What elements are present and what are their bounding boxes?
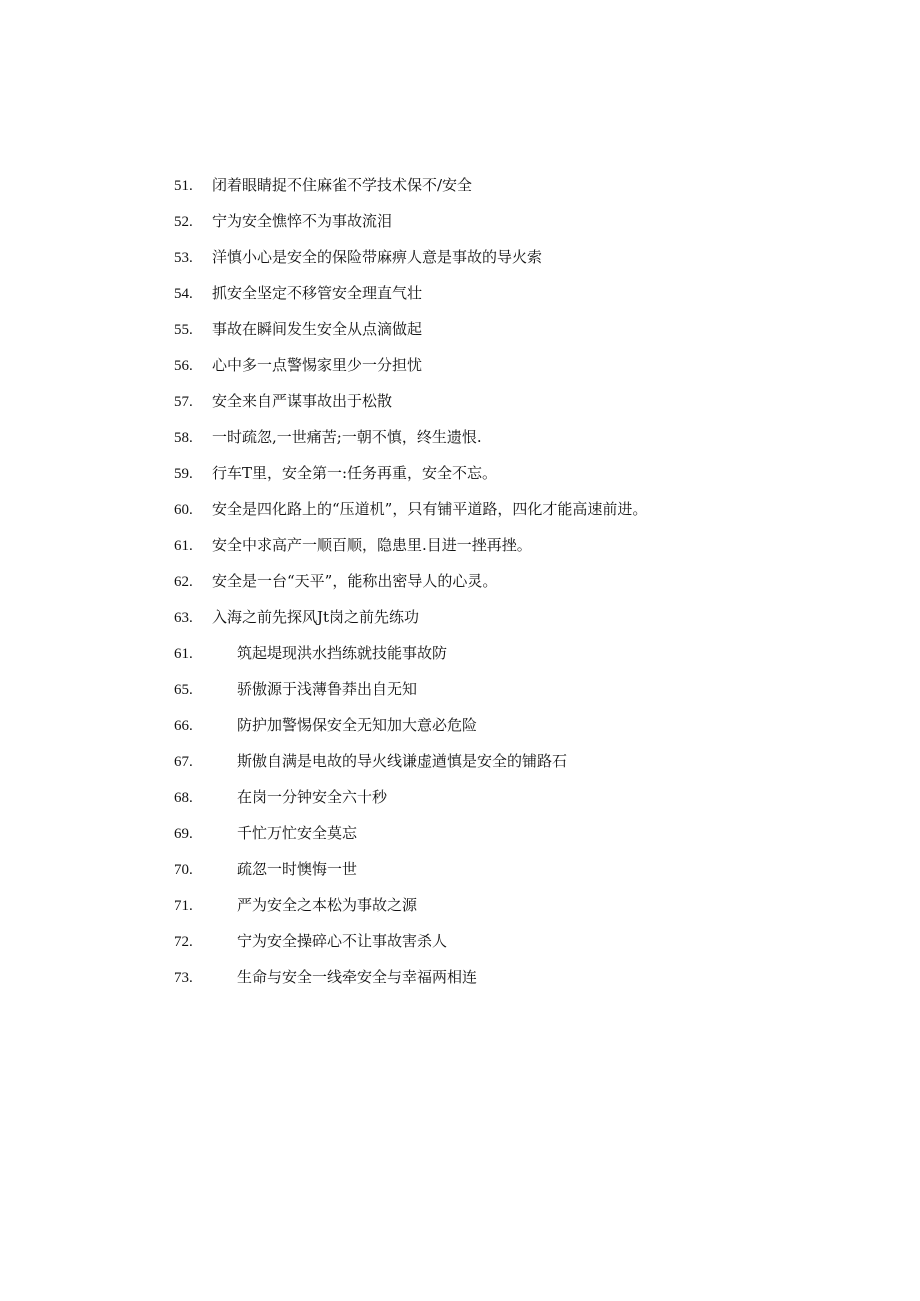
list-item [174, 746, 874, 782]
item-text: 骄傲源于浅薄鲁莽出自无知 [237, 680, 418, 698]
list-item [174, 386, 874, 422]
list-item [174, 818, 874, 854]
item-text: 安全来自严谋事故出于松散 [212, 392, 393, 410]
item-text: 安全中求高产一顺百顺，隐患里.目进一挫再挫。 [212, 536, 532, 554]
item-number: 56. [174, 358, 193, 374]
item-text: 事故在瞬间发生安全从点滴做起 [212, 320, 423, 338]
list-item [174, 782, 874, 818]
item-number: 55. [174, 322, 193, 338]
list-item [174, 350, 874, 386]
item-number: 70. [174, 862, 193, 878]
item-text: 闭着眼睛捉不住麻雀不学技术保不/安全 [212, 176, 473, 194]
list-item [174, 242, 874, 278]
item-number: 54. [174, 286, 193, 302]
item-text: 一时疏忽,一世痛苦;一朝不慎，终生遗恨. [212, 428, 482, 446]
item-number: 53. [174, 250, 193, 266]
item-text: 心中多一点警惕家里少一分担忧 [212, 356, 423, 374]
item-text: 筑起堤现洪水挡练就技能事故防 [237, 644, 448, 662]
list-item [174, 962, 874, 998]
item-text: 疏忽一时懊悔一世 [237, 860, 358, 878]
list-item [174, 458, 874, 494]
item-number: 71. [174, 898, 193, 914]
item-number: 65. [174, 682, 193, 698]
list-item [174, 494, 874, 530]
list-item [174, 314, 874, 350]
item-number: 68. [174, 790, 193, 806]
item-number: 72. [174, 934, 193, 950]
list-item [174, 638, 874, 674]
item-text: 行车T里，安全第一:任务再重，安全不忘。 [212, 464, 498, 482]
list-item [174, 566, 874, 602]
item-text: 严为安全之本松为事故之源 [237, 896, 418, 914]
item-text: 防护加警惕保安全无知加大意必危险 [237, 716, 478, 734]
item-number: 73. [174, 970, 193, 986]
item-number: 51. [174, 178, 193, 194]
item-text: 在岗一分钟安全六十秒 [237, 788, 388, 806]
item-number: 66. [174, 718, 193, 734]
list-item [174, 710, 874, 746]
item-number: 63. [174, 610, 193, 626]
item-number: 67. [174, 754, 193, 770]
item-text: 抓安全坚定不移管安全理直气壮 [212, 284, 423, 302]
list-item [174, 926, 874, 962]
list-item [174, 170, 874, 206]
list-item [174, 602, 874, 638]
slogan-list [174, 170, 874, 998]
item-number: 69. [174, 826, 193, 842]
item-text: 千忙万忙安全莫忘 [237, 824, 358, 842]
item-text: 洋慎小心是安全的保险带麻痹人意是事故的导火索 [212, 248, 543, 266]
list-item [174, 890, 874, 926]
list-item [174, 206, 874, 242]
item-text: 生命与安全一线牵安全与幸福两相连 [237, 968, 478, 986]
item-text: 入海之前先探风Jt岗之前先练功 [212, 608, 420, 626]
item-text: 安全是一台“天平”，能称出密导人的心灵。 [212, 572, 498, 590]
list-item [174, 674, 874, 710]
list-item [174, 854, 874, 890]
item-text: 宁为安全憔悴不为事故流泪 [212, 212, 393, 230]
item-number: 61. [174, 538, 193, 554]
item-text: 斯傲自满是电故的导火线谦虚遒慎是安全的铺路石 [237, 752, 568, 770]
list-item [174, 278, 874, 314]
item-number: 52. [174, 214, 193, 230]
list-item [174, 422, 874, 458]
item-number: 58. [174, 430, 193, 446]
item-text: 安全是四化路上的“压道机”，只有铺平道路，四化才能高速前进。 [212, 500, 648, 518]
item-text: 宁为安全操碎心不让事故害杀人 [237, 932, 448, 950]
item-number: 57. [174, 394, 193, 410]
item-number: 61. [174, 646, 193, 662]
item-number: 62. [174, 574, 193, 590]
list-item [174, 530, 874, 566]
item-number: 60. [174, 502, 193, 518]
item-number: 59. [174, 466, 193, 482]
